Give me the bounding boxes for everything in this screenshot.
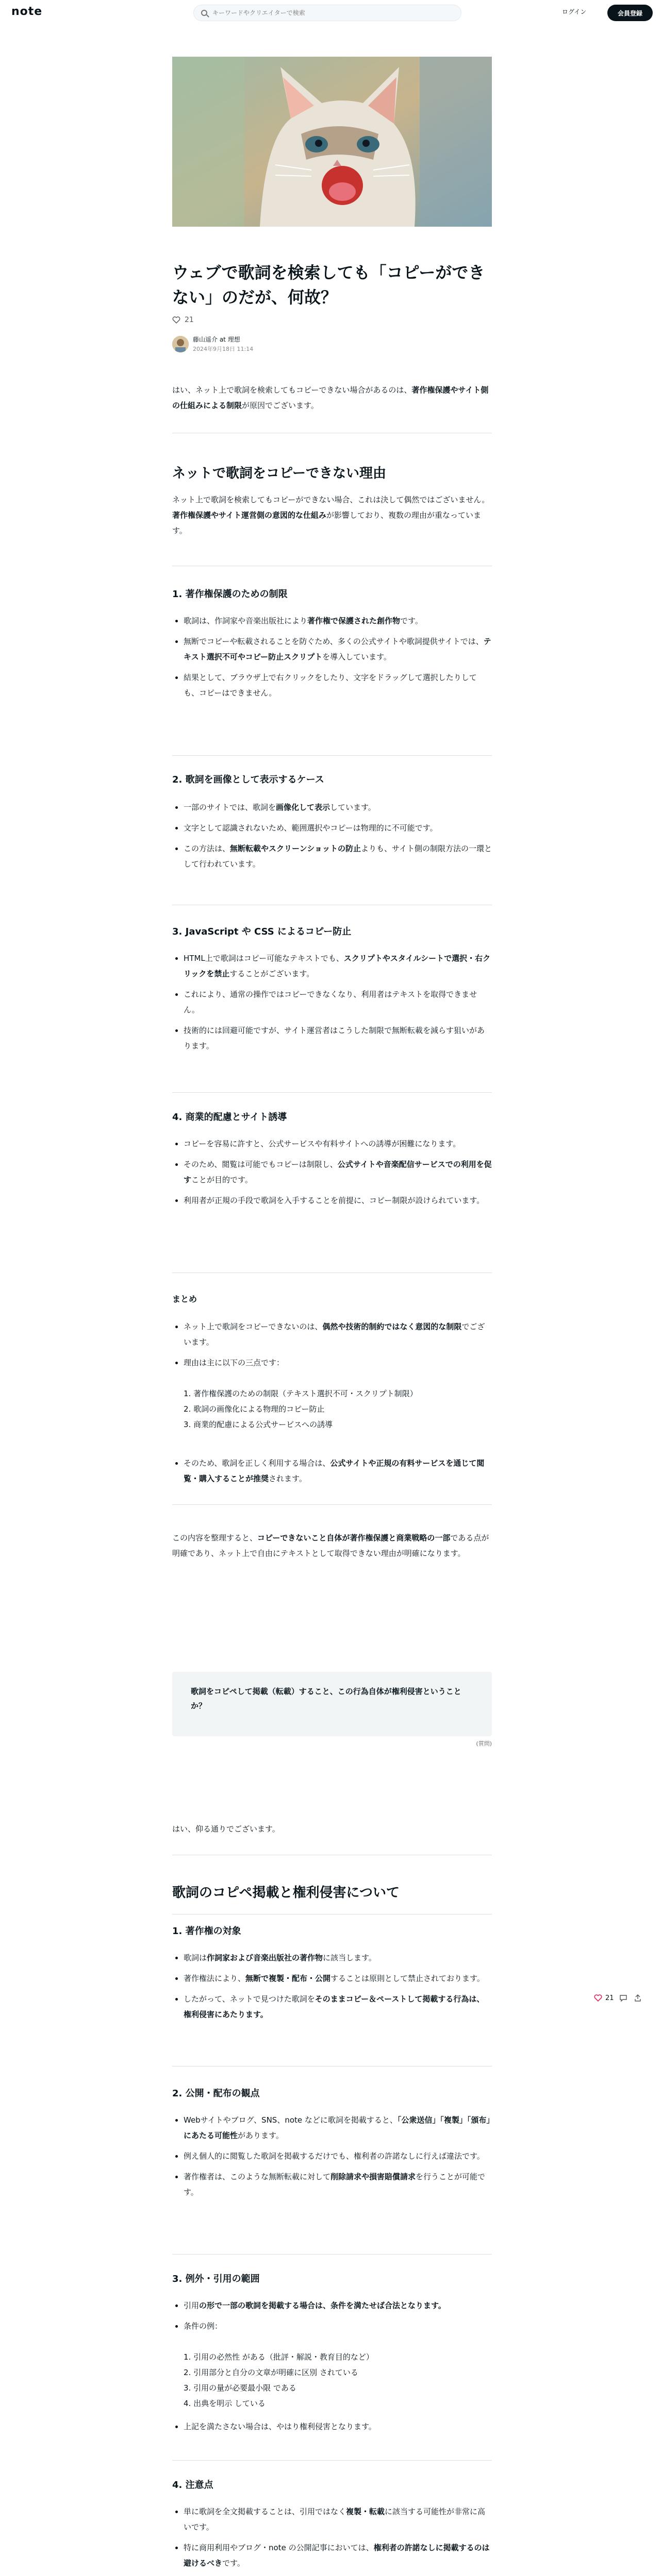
list-item: したがって、ネットで見つけた歌詞をそのままコピー＆ペーストして掲載する行為は、権利侵害にあたります。 [172, 1991, 492, 2022]
bullet-list [172, 2298, 492, 2339]
subsection-heading: 3. JavaScript や CSS によるコピー防止 [172, 926, 352, 937]
subsection-heading: 1. 著作権の対象 [172, 1926, 241, 1937]
list-item: この方法は、無断転載やスクリーンショットの防止よりも、サイト側の制限方法の一環として行われています。 [172, 841, 492, 872]
question-tag: (質問) [476, 1740, 492, 1747]
numbered-list [172, 1386, 492, 1432]
heart-icon[interactable] [594, 1994, 602, 2002]
section-heading: 歌詞のコピペ掲載と権利侵害について [172, 1885, 400, 1901]
list-item: 単に歌詞を全文掲載することは、引用ではなく複製・転載に該当する可能性が非常に高いです。 [172, 2504, 492, 2535]
answer-paragraph: はい、仰る通りでございます。 [172, 1824, 280, 1834]
list-item: 文字として認識されないため、範囲選択やコピーは物理的に不可能です。 [172, 820, 492, 836]
numbered-item: 2. 歌詞の画像化による物理的コピー防止 [184, 1404, 325, 1414]
note-logo[interactable]: note [11, 5, 43, 18]
list-item: 引用の形で一部の歌詞を掲載する場合は、条件を満たせば合法となります。 [172, 2298, 492, 2313]
numbered-item: 1. 引用の必然性 がある（批評・解説・教育目的など） [184, 2352, 374, 2362]
search-icon [201, 10, 207, 16]
like-row[interactable] [172, 316, 194, 324]
closing-paragraph: この内容を整理すると、コピーできないこと自体が著作権保護と商業戦略の一部である点が明確であり、ネット上で自由にテキストとして取得できない理由が明確になります。 [172, 1533, 489, 1558]
divider [172, 1092, 492, 1093]
bullet-list [172, 800, 492, 877]
list-item: HTML上で歌詞はコピー可能なテキストでも、スクリプトやスタイルシートで選択・右クリックを禁止することがございます。 [172, 951, 492, 981]
list-item: そのため、閲覧は可能でもコピーは制限し、公式サイトや音楽配信サービスでの利用を促すことが目的です。 [172, 1157, 492, 1188]
summary-heading: まとめ [172, 1294, 197, 1304]
article-title: ウェブで歌詞を検索しても「コピーができない」のだが、何故？ [172, 263, 485, 307]
subsection-heading: 2. 公開・配布の観点 [172, 2088, 260, 2099]
list-item: そのため、歌詞を正しく利用する場合は、公式サイトや正規の有料サービスを通じて閲覧・購入することが推奨されます。 [172, 1455, 492, 1486]
question-box [172, 1672, 492, 1747]
like-count: 21 [185, 316, 194, 324]
numbered-item: 2. 引用部分と自分の文章が明確に区別 されている [184, 2368, 358, 2377]
list-item: 理由は主に以下の三点です： [172, 1355, 492, 1370]
numbered-item: 3. 商業的配慮による公式サービスへの誘導 [184, 1420, 333, 1429]
avatar-image [172, 336, 189, 352]
login-link[interactable]: ログイン [562, 8, 587, 15]
subsection-heading: 4. 商業的配慮とサイト誘導 [172, 1112, 287, 1123]
list-item: 例え個人的に閲覧した歌詞を掲載するだけでも、権利者の許諾なしに行えば違法です。 [172, 2148, 492, 2164]
bullet-list [172, 2504, 492, 2576]
search-input[interactable] [212, 9, 450, 16]
list-item: 技術的には回避可能ですが、サイト運営者はこうした制限で無断転載を減らす狙いがあります。 [172, 1023, 492, 1054]
list-item: 特に商用利用やブログ・note の公開記事においては、権利者の許諾なしに掲載するのは避けるべきです。 [172, 2540, 492, 2571]
list-item: Webサイトやブログ、SNS、note などに歌詞を掲載すると、「公衆送信」「複製」「頒布」にあたる可能性があります。 [172, 2112, 492, 2143]
bullet-list [172, 2419, 492, 2439]
bullet-list [172, 1455, 492, 1492]
divider [172, 755, 492, 756]
search-box[interactable] [193, 5, 461, 21]
bullet-list [172, 613, 492, 706]
list-item: 一部のサイトでは、歌詞を画像化して表示しています。 [172, 800, 492, 815]
numbered-list [172, 2349, 492, 2411]
author-avatar[interactable] [172, 336, 189, 352]
bullet-list [172, 951, 492, 1059]
bullet-list [172, 1950, 492, 2027]
numbered-item: 3. 引用の量が必要最小限 である [184, 2383, 296, 2393]
list-item: 歌詞は、作詞家や音楽出版社により著作権で保護された創作物です。 [172, 613, 492, 629]
section-lead: ネット上で歌詞を検索してもコピーができない場合、これは決して偶然ではございません。著作権保護やサイト運営側の意図的な仕組みが影響しており、複数の理由が重なっています。 [172, 495, 490, 535]
floating-actions [594, 1994, 642, 2002]
divider [172, 1504, 492, 1505]
list-item: ネット上で歌詞をコピーできないのは、偶然や技術的制約ではなく意図的な制限でございます。 [172, 1319, 492, 1350]
list-item: 歌詞は作詞家および音楽出版社の著作物に該当します。 [172, 1950, 492, 1965]
divider [172, 2254, 492, 2255]
list-item: コピーを容易に許すと、公式サービスや有料サイトへの誘導が困難になります。 [172, 1136, 492, 1151]
list-item: 利用者が正規の手段で歌詞を入手することを前提に、コピー制限が設けられています。 [172, 1193, 492, 1208]
heart-icon[interactable] [172, 316, 180, 324]
publish-date: 2024年9月18日 11:14 [193, 346, 254, 352]
bullet-list [172, 2112, 492, 2205]
question-text: 歌詞をコピペして掲載（転載）すること、この行為自体が権利侵害ということか？ [191, 1687, 461, 1710]
list-item: 上記を満たさない場合は、やはり権利侵害となります。 [172, 2419, 492, 2434]
cat-illustration [172, 57, 492, 227]
bullet-list [172, 1319, 492, 1376]
top-bar [0, 0, 662, 26]
subsection-heading: 2. 歌詞を画像として表示するケース [172, 774, 324, 785]
numbered-item: 4. 出典を明示 している [184, 2399, 266, 2408]
intro-paragraph: はい、ネット上で歌詞を検索してもコピーできない場合があるのは、著作権保護やサイト側の仕組みによる制限が原因でございます。 [172, 385, 489, 410]
subsection-heading: 4. 注意点 [172, 2480, 213, 2490]
list-item: 著作権法により、無断で複製・配布・公開することは原則として禁止されております。 [172, 1971, 492, 1986]
list-item: これにより、通常の操作ではコピーできなくなり、利用者はテキストを取得できません。 [172, 987, 492, 1018]
bullet-list [172, 1136, 492, 1213]
subsection-heading: 3. 例外・引用の範囲 [172, 2274, 260, 2284]
list-item: 著作権者は、このような無断転載に対して削除請求や損害賠償請求を行うことが可能です。 [172, 2169, 492, 2200]
share-icon[interactable] [634, 1994, 642, 2002]
numbered-item: 1. 著作権保護のための制限（テキスト選択不可・スクリプト制限） [184, 1389, 418, 1398]
list-item: 条件の例： [172, 2318, 492, 2334]
list-item: 無断でコピーや転載されることを防ぐため、多くの公式サイトや歌詞提供サイトでは、テキスト選択不可やコピー防止スクリプトを導入しています。 [172, 634, 492, 665]
subsection-heading: 1. 著作権保護のための制限 [172, 589, 288, 600]
intro [172, 382, 492, 413]
author-block[interactable] [172, 335, 253, 353]
author-name[interactable]: 藤山遥介 at 理想 [193, 336, 240, 343]
hero-image [172, 57, 492, 227]
section-heading: ネットで歌詞をコピーできない理由 [172, 466, 386, 481]
list-item: 結果として、ブラウザ上で右クリックをしたり、文字をドラッグして選択したりしても、コピーはできません。 [172, 670, 492, 701]
signup-button[interactable]: 会員登録 [607, 5, 653, 21]
comment-icon[interactable] [619, 1994, 627, 2002]
divider [172, 2460, 492, 2461]
floating-like-count: 21 [605, 1994, 614, 2002]
